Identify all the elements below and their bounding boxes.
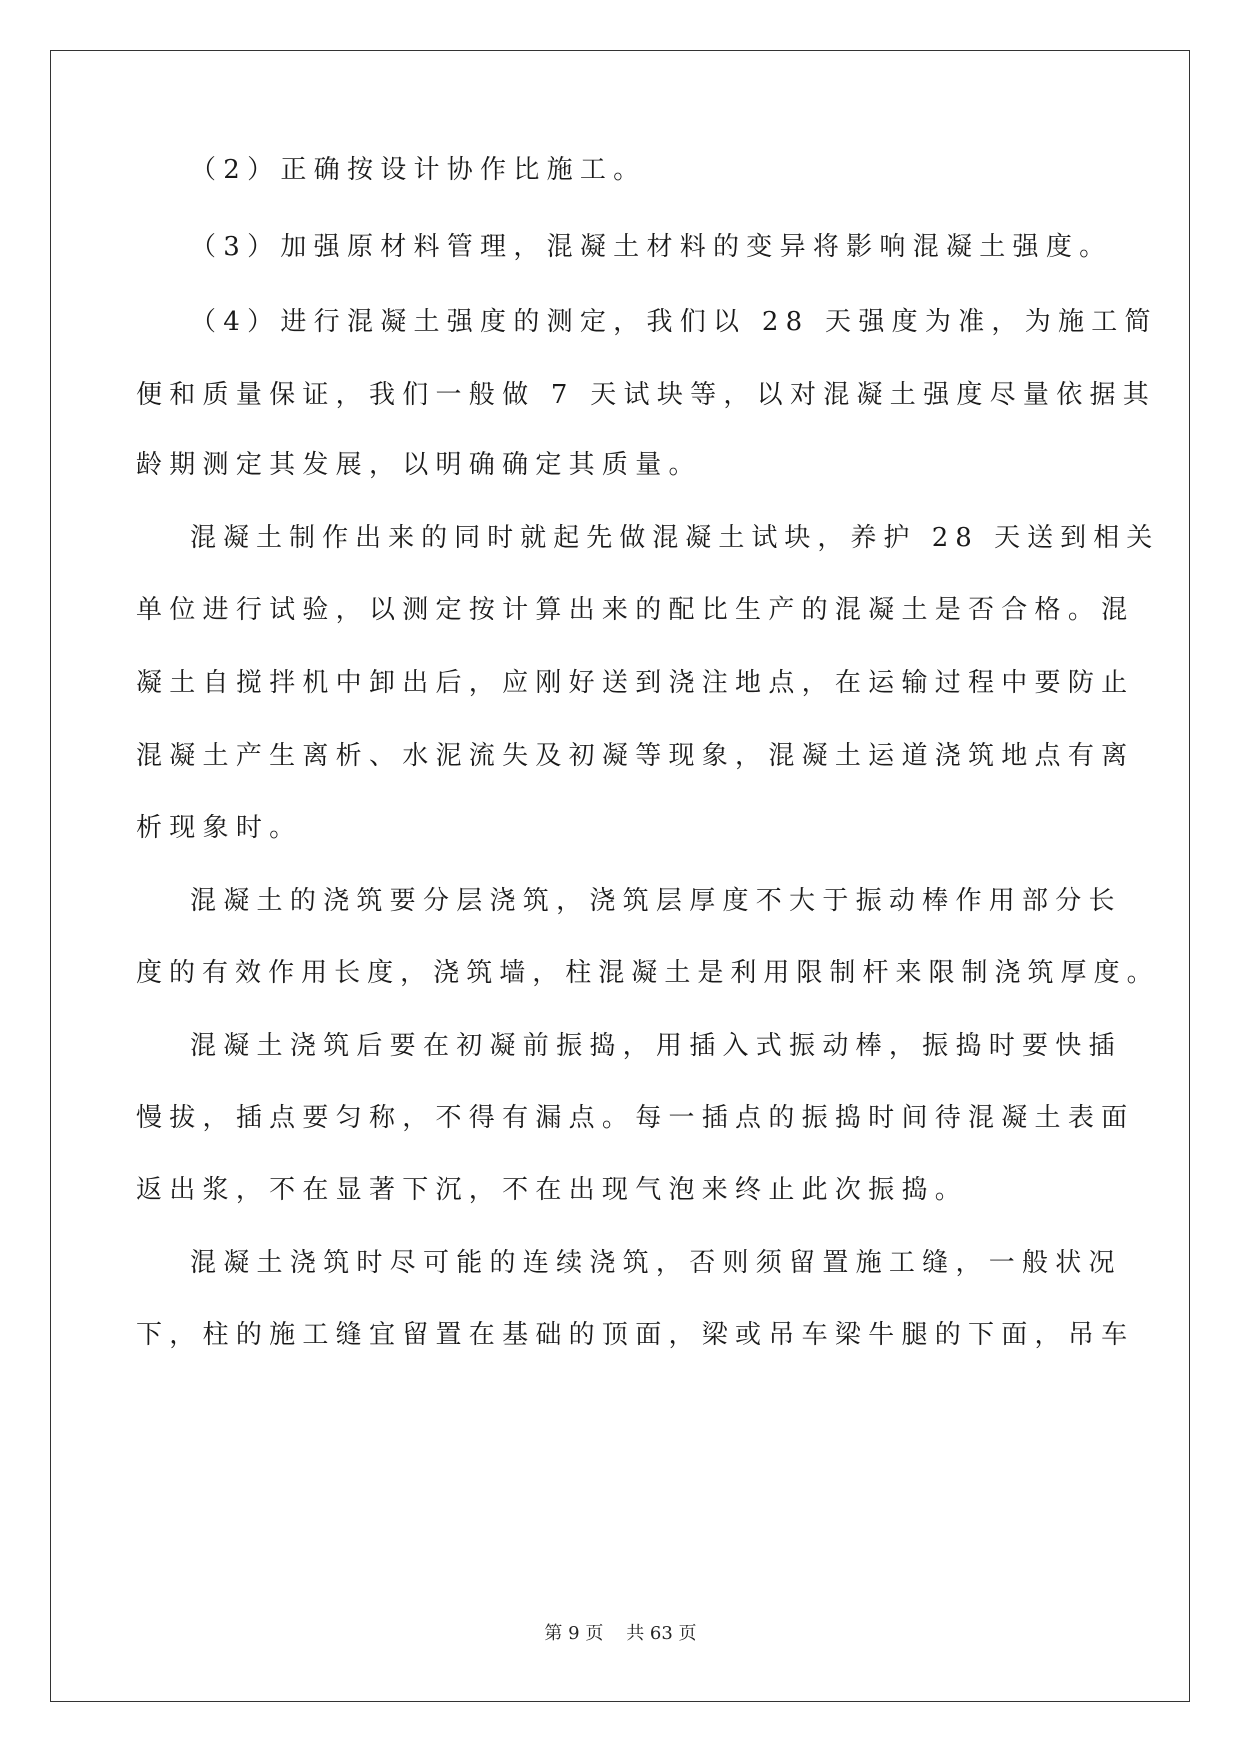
text-line: 混凝土制作出来的同时就起先做混凝土试块，养护 28 天送到相关: [190, 523, 1160, 553]
page-border: [50, 50, 1190, 1702]
text-line: 混凝土的浇筑要分层浇筑，浇筑层厚度不大于振动棒作用部分长: [190, 886, 1122, 916]
text-line: 度的有效作用长度，浇筑墙，柱混凝土是利用限制杆来限制浇筑厚度。: [136, 958, 1160, 988]
text-line: 混凝土浇筑时尽可能的连续浇筑，否则须留置施工缝，一般状况: [190, 1248, 1122, 1278]
text-line: （4）进行混凝土强度的测定，我们以 28 天强度为准，为施工简: [190, 307, 1158, 337]
text-line: （2）正确按设计协作比施工。: [190, 155, 647, 185]
text-line: 下，柱的施工缝宜留置在基础的顶面，梁或吊车梁牛腿的下面，吊车: [136, 1320, 1135, 1350]
text-line: 单位进行试验，以测定按计算出来的配比生产的混凝土是否合格。混: [136, 595, 1135, 625]
text-line: 龄期测定其发展，以明确确定其质量。: [136, 450, 702, 480]
text-line: 析现象时。: [136, 813, 303, 843]
page-number-footer: [0, 1622, 1241, 1646]
text-line: 便和质量保证，我们一般做 7 天试块等，以对混凝土强度尽量依据其: [136, 380, 1157, 410]
text-line: 混凝土产生离析、水泥流失及初凝等现象，混凝土运道浇筑地点有离: [136, 741, 1135, 771]
text-line: 凝土自搅拌机中卸出后，应刚好送到浇注地点，在运输过程中要防止: [136, 668, 1135, 698]
page-number-text: 第 9 页 共 63 页: [544, 1623, 697, 1644]
text-line: 混凝土浇筑后要在初凝前振捣，用插入式振动棒，振捣时要快插: [190, 1031, 1122, 1061]
text-line: 返出浆，不在显著下沉，不在出现气泡来终止此次振捣。: [136, 1175, 969, 1205]
text-line: （3）加强原材料管理，混凝土材料的变异将影响混凝土强度。: [190, 232, 1113, 262]
text-line: 慢拔，插点要匀称，不得有漏点。每一插点的振捣时间待混凝土表面: [136, 1103, 1135, 1133]
